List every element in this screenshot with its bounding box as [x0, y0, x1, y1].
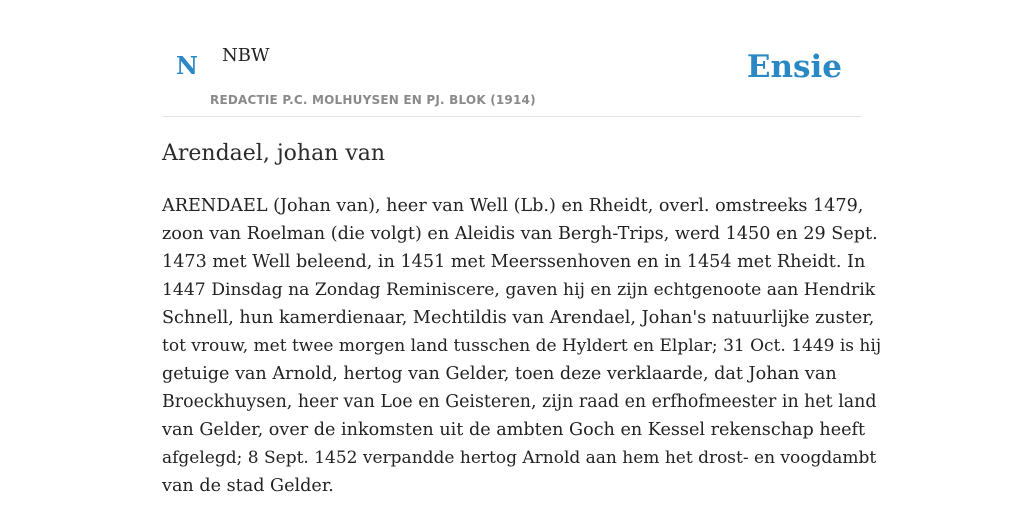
- entry-body-line: 1447 Dinsdag na Zondag Reminiscere, gaven hij en zijn echtgenoote aan Hendrik: [162, 280, 876, 300]
- entry-body-line: afgelegd; 8 Sept. 1452 verpandde hertog Arnold aan hem het drost- en voogdambt: [162, 448, 877, 468]
- entry-body-line: van de stad Gelder.: [162, 476, 334, 496]
- entry-body-line: Broeckhuysen, heer van Loe en Geisteren, zijn raad en erfhofmeester in het land: [162, 392, 877, 412]
- source-name-link[interactable]: NBW: [222, 45, 270, 66]
- entry-body-line: ARENDAEL (Johan van), heer van Well (Lb.) en Rheidt, overl. omstreeks 1479,: [162, 196, 864, 216]
- source-logo-icon[interactable]: N: [176, 51, 198, 80]
- entry-title: Arendael, johan van: [162, 141, 386, 166]
- entry-body: [162, 192, 882, 500]
- ensie-logo-link[interactable]: Ensie: [746, 49, 842, 85]
- entry-body-line: zoon van Roelman (die volgt) en Aleidis van Bergh-Trips, werd 1450 en 29 Sept.: [162, 224, 878, 244]
- entry-body-line: van Gelder, over de inkomsten uit de ambten Goch en Kessel rekenschap heeft: [162, 420, 866, 440]
- entry-body-line: 1473 met Well beleend, in 1451 met Meerssenhoven en in 1454 met Rheidt. In: [162, 252, 866, 272]
- entry-body-line: tot vrouw, met twee morgen land tusschen de Hyldert en Elplar; 31 Oct. 1449 is hij: [162, 336, 882, 356]
- entry-body-line: Schnell, hun kamerdienaar, Mechtildis van Arendael, Johan's natuurlijke zuster,: [162, 308, 875, 328]
- source-subtitle: REDACTIE P.C. MOLHUYSEN EN PJ. BLOK (1914): [210, 93, 536, 107]
- source-header: [162, 0, 862, 117]
- entry-body-line: getuige van Arnold, hertog van Gelder, toen deze verklaarde, dat Johan van: [162, 364, 837, 384]
